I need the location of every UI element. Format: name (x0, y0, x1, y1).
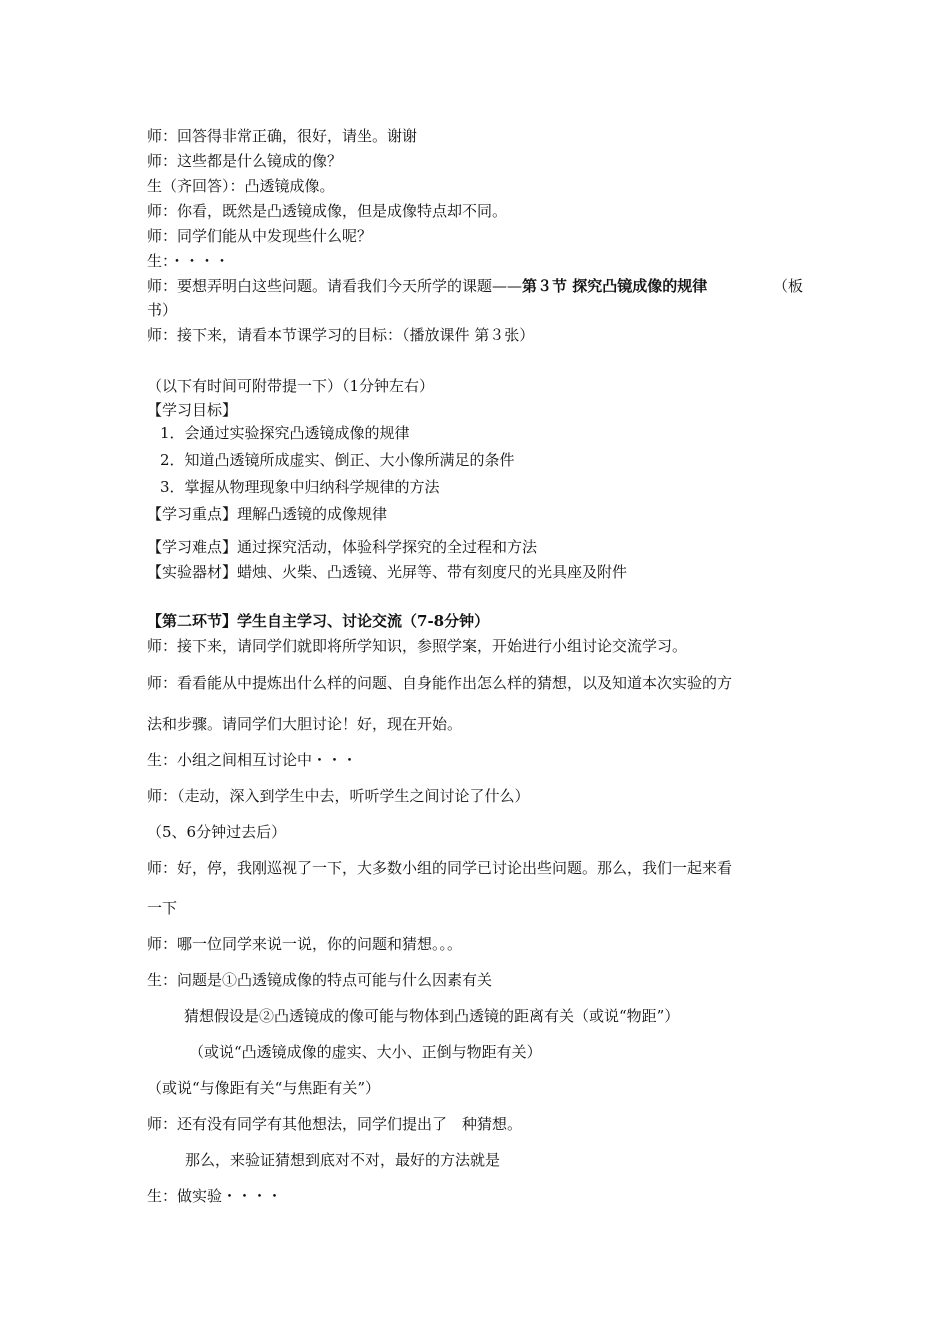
text-line: 【学习重点】理解凸透镜的成像规律 (147, 505, 388, 523)
text-line: 师：看看能从中提炼出什么样的问题、自身能作出怎么样的猜想，以及知道本次实验的方 (147, 674, 733, 692)
text-line: 【学习难点】通过探究活动，体验科学探究的全过程和方法 (147, 538, 538, 556)
objective-item: 2．知道凸透镜所成虚实、倒正、大小像所满足的条件 (160, 451, 515, 469)
lesson-title: 第３节 探究凸镜成像的规律 (522, 277, 708, 295)
objective-item: 3．掌握从物理现象中归纳科学规律的方法 (160, 478, 440, 496)
section-heading: 【学习目标】 (147, 401, 238, 419)
objective-item: 1．会通过实验探究凸透镜成像的规律 (160, 424, 410, 442)
text-line: 师：接下来，请看本节课学习的目标：（播放课件 第３张） (147, 326, 535, 344)
lesson-title-line (147, 276, 707, 296)
text-line: 一下 (147, 899, 178, 917)
text-line: 师：你看，既然是凸透镜成像，但是成像特点却不同。 (147, 202, 508, 220)
text-line: （或说“凸透镜成像的虚实、大小、正倒与物距有关） (189, 1043, 542, 1061)
text-line: 那么，来验证猜想到底对不对，最好的方法就是 (185, 1151, 501, 1169)
text-line: 生（齐回答）：凸透镜成像。 (147, 177, 335, 195)
text-segment: （板 (773, 277, 804, 295)
text-line: 师：回答得非常正确，很好，请坐。谢谢 (147, 127, 418, 145)
text-line: 生：问题是①凸透镜成像的特点可能与什么因素有关 (147, 971, 493, 989)
text-line: 生：・・・・ (147, 252, 230, 270)
text-segment: 师：要想弄明白这些问题。请看我们今天所学的课题—— (147, 277, 523, 295)
text-line: 猜想假设是②凸透镜成的像可能与物体到凸透镜的距离有关（或说“物距”） (184, 1007, 680, 1025)
section-heading: 【第二环节】学生自主学习、讨论交流（7-8分钟） (147, 612, 490, 630)
text-line: （5、6分钟过去后） (147, 823, 287, 841)
text-line: 师：（走动，深入到学生中去，听听学生之间讨论了什么） (147, 787, 530, 805)
text-line: 生：做实验・・・・ (147, 1187, 283, 1205)
text-line: 生：小组之间相互讨论中・・・ (147, 751, 358, 769)
text-line: 法和步骤。请同学们大胆讨论！好，现在开始。 (147, 715, 463, 733)
text-line: 师：哪一位同学来说一说，你的问题和猜想。。。 (147, 935, 463, 953)
text-line: 师：这些都是什么镜成的像？ (147, 152, 343, 170)
text-line: （或说“与像距有关“与焦距有关”） (147, 1079, 381, 1097)
text-line: 师：好，停，我刚巡视了一下，大多数小组的同学已讨论出些问题。那么，我们一起来看 (147, 859, 733, 877)
text-line: 【实验器材】蜡烛、火柴、凸透镜、光屏等、带有刻度尺的光具座及附件 (147, 563, 628, 581)
text-line: 师：同学们能从中发现些什么呢？ (147, 227, 373, 245)
text-line: （以下有时间可附带提一下）（1分钟左右） (147, 377, 435, 395)
text-line: 师：还有没有同学有其他想法，同学们提出了 种猜想。 (147, 1115, 523, 1133)
text-line: 师：接下来，请同学们就即将所学知识，参照学案，开始进行小组讨论交流学习。 (147, 637, 688, 655)
text-line: 书） (147, 301, 178, 319)
